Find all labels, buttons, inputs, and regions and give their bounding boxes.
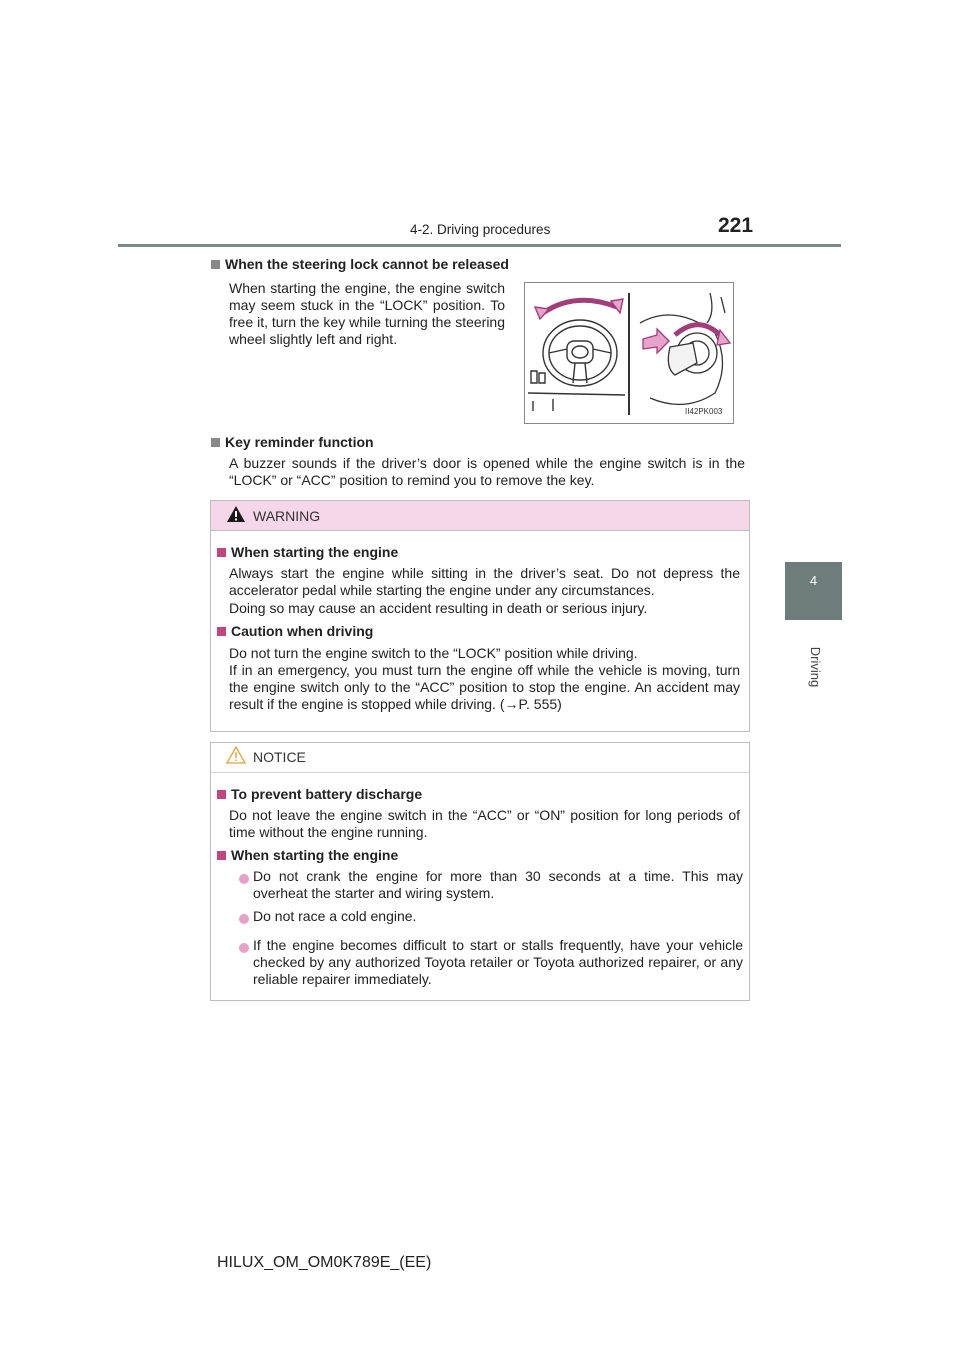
page-number: 221 [718, 214, 754, 237]
chapter-number: 4 [809, 573, 818, 588]
header-rule [118, 244, 841, 247]
square-bullet-icon [217, 627, 226, 636]
circle-bullet-icon [239, 939, 254, 957]
warning-item-text: Always start the engine while sitting in the driver’s seat. Do not depress the accelerator pedal while starting the engine under any circumstances. [229, 565, 740, 598]
square-bullet-icon [217, 790, 226, 799]
section-title: 4-2. Driving procedures [410, 222, 551, 237]
key-reminder-heading: Key reminder function [211, 434, 374, 450]
notice-item-heading: When starting the engine [217, 847, 398, 863]
square-bullet-icon [217, 548, 226, 557]
square-bullet-icon [217, 851, 226, 860]
circle-bullet-icon [239, 910, 254, 928]
steering-key-illustration [524, 282, 734, 424]
notice-bullet-text: Do not crank the engine for more than 30 seconds at a time. This may overheat the starter and wiring system. [253, 868, 743, 901]
key-reminder-text: A buzzer sounds if the driver’s door is opened while the engine switch is in the “LOCK” or “ACC” position to remind you to remove the key. [229, 455, 745, 488]
circle-bullet-icon [239, 870, 254, 888]
notice-title: NOTICE [253, 749, 306, 765]
notice-item-heading: To prevent battery discharge [217, 786, 422, 802]
chapter-tab [785, 562, 842, 620]
steering-lock-heading: When the steering lock cannot be released [211, 256, 509, 272]
square-bullet-icon [211, 438, 220, 447]
square-bullet-icon [211, 260, 220, 269]
figure-code: II42PK003 [685, 407, 723, 416]
caution-triangle-icon [226, 746, 246, 769]
warning-item-text: If in an emergency, you must turn the engine off while the vehicle is moving, turn the engine switch only to the “ACC” position to stop the engine. An accident may result if the engine is stopped while driving. (→P. 555) [229, 662, 740, 712]
warning-item-heading: When starting the engine [217, 544, 398, 560]
warning-triangle-icon [226, 505, 246, 528]
warning-item-text: Do not turn the engine switch to the “LOCK” position while driving. [229, 645, 638, 661]
steering-key-drawing [525, 283, 733, 423]
document-code: HILUX_OM_OM0K789E_(EE) [217, 1254, 432, 1271]
notice-bullet-text: If the engine becomes difficult to start or stalls frequently, have your vehicle checked by any authorized Toyota retailer or Toyota authorized repairer, or any reliable repairer immediately. [253, 937, 743, 987]
steering-lock-text: When starting the engine, the engine switch may seem stuck in the “LOCK” position. To free it, turn the key while turning the steering wheel slightly left and right. [229, 280, 505, 347]
notice-bullet-text: Do not race a cold engine. [253, 908, 417, 924]
warning-title: WARNING [253, 508, 321, 524]
warning-item-heading: Caution when driving [217, 623, 373, 639]
warning-item-text: Doing so may cause an accident resulting in death or serious injury. [229, 600, 648, 616]
notice-item-text: Do not leave the engine switch in the “ACC” or “ON” position for long periods of time without the engine running. [229, 807, 740, 840]
chapter-label: Driving [808, 646, 823, 688]
